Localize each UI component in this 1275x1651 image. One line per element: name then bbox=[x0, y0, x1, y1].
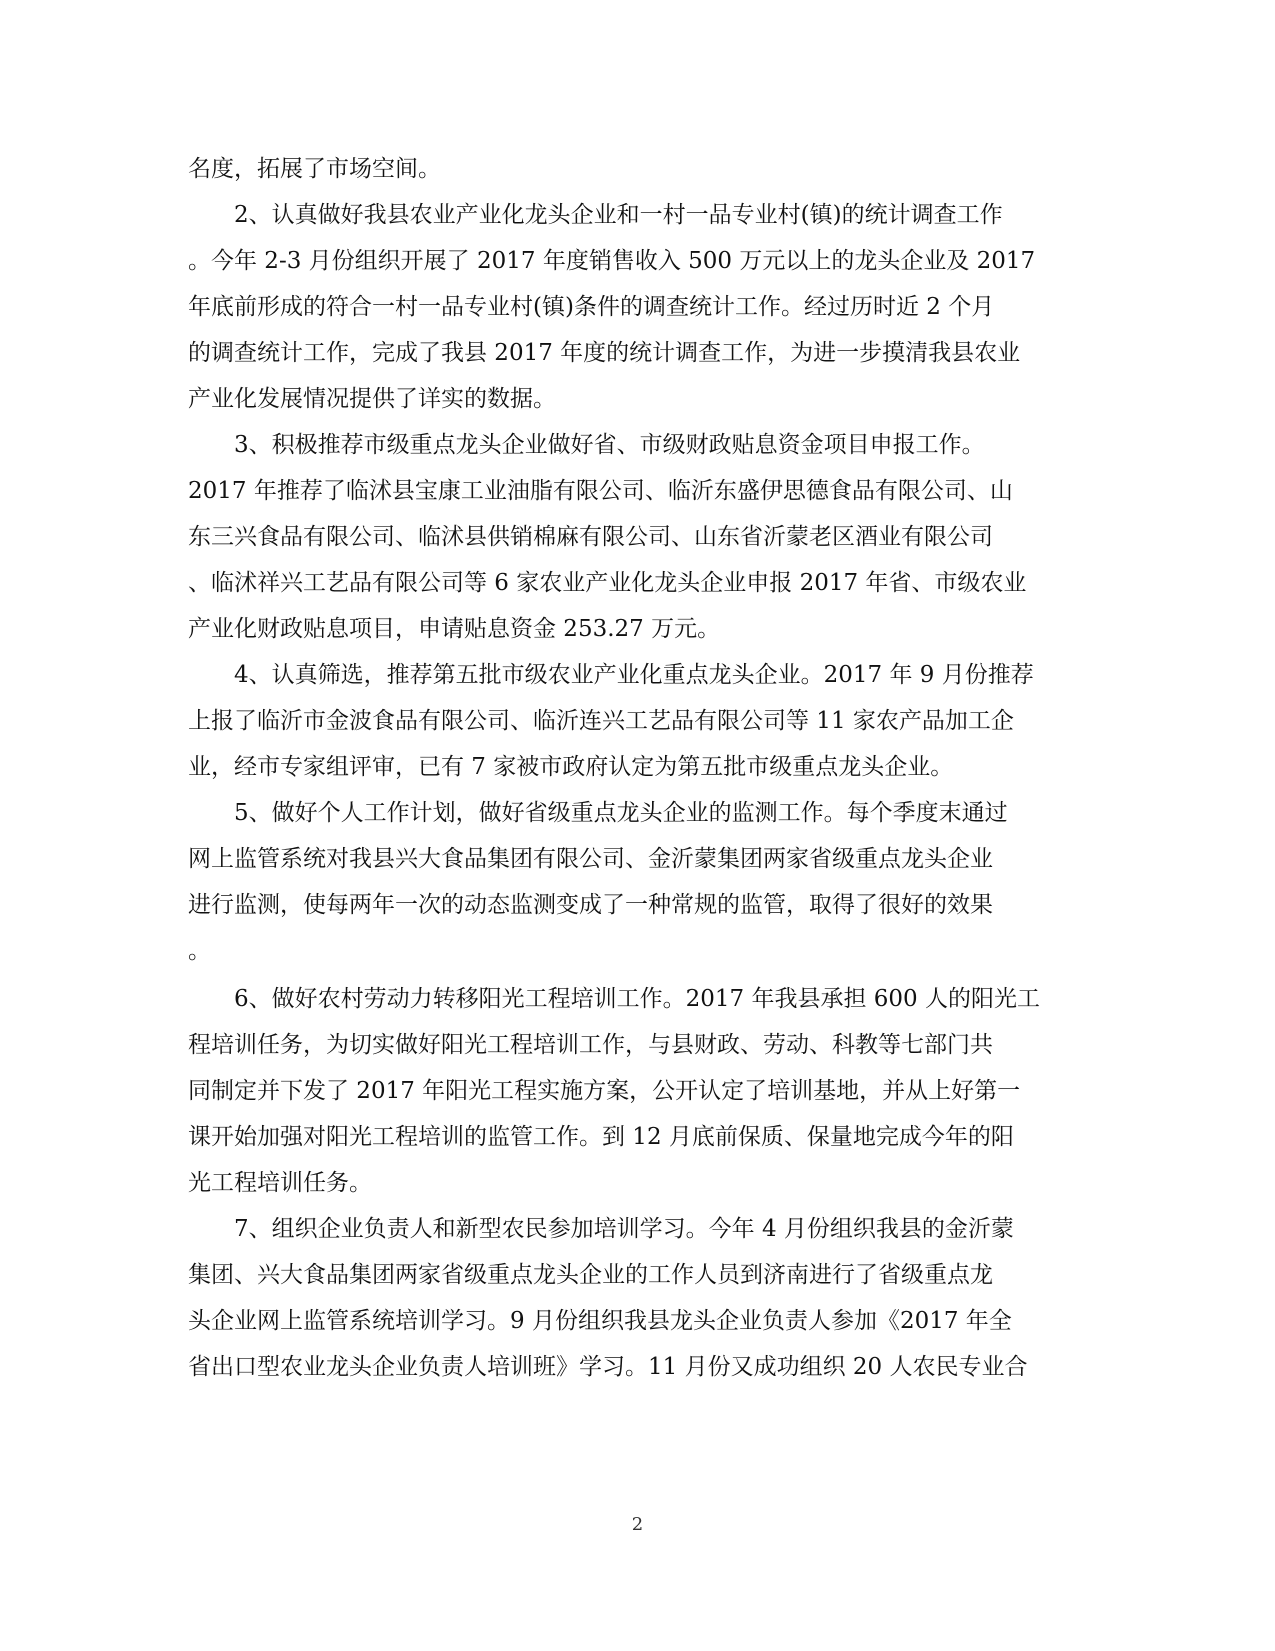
text-line: 、临沭祥兴工艺品有限公司等 6 家农业产业化龙头企业申报 2017 年省、市级农业 bbox=[188, 570, 1027, 596]
paragraph-6-start: 6、做好农村劳动力转移阳光工程培训工作。2017 年我县承担 600 人的阳光工 bbox=[234, 986, 1040, 1012]
text-line: 产业化财政贴息项目，申请贴息资金 253.27 万元。 bbox=[188, 616, 721, 642]
text-line: 年底前形成的符合一村一品专业村(镇)条件的调查统计工作。经过历时近 2 个月 bbox=[188, 294, 995, 320]
text-line: 。 bbox=[188, 938, 211, 964]
text-line: 省出口型农业龙头企业负责人培训班》学习。11 月份又成功组织 20 人农民专业合 bbox=[188, 1354, 1028, 1380]
text-line: 集团、兴大食品集团两家省级重点龙头企业的工作人员到济南进行了省级重点龙 bbox=[188, 1262, 993, 1288]
text-line: 光工程培训任务。 bbox=[188, 1170, 372, 1196]
text-line: 同制定并下发了 2017 年阳光工程实施方案，公开认定了培训基地，并从上好第一 bbox=[188, 1078, 1021, 1104]
paragraph-2-start: 2、认真做好我县农业产业化龙头企业和一村一品专业村(镇)的统计调查工作 bbox=[234, 202, 1003, 228]
text-line: 网上监管系统对我县兴大食品集团有限公司、金沂蒙集团两家省级重点龙头企业 bbox=[188, 846, 993, 872]
text-line: 上报了临沂市金波食品有限公司、临沂连兴工艺品有限公司等 11 家农产品加工企 bbox=[188, 708, 1014, 734]
paragraph-3-start: 3、积极推荐市级重点龙头企业做好省、市级财政贴息资金项目申报工作。 bbox=[234, 432, 985, 458]
text-line: 课开始加强对阳光工程培训的监管工作。到 12 月底前保质、保量地完成今年的阳 bbox=[188, 1124, 1014, 1150]
text-line: 进行监测，使每两年一次的动态监测变成了一种常规的监管，取得了很好的效果 bbox=[188, 892, 993, 918]
text-line: 的调查统计工作，完成了我县 2017 年度的统计调查工作，为进一步摸清我县农业 bbox=[188, 340, 1021, 366]
text-line: 头企业网上监管系统培训学习。9 月份组织我县龙头企业负责人参加《2017 年全 bbox=[188, 1308, 1012, 1334]
paragraph-4-start: 4、认真筛选，推荐第五批市级农业产业化重点龙头企业。2017 年 9 月份推荐 bbox=[234, 662, 1034, 688]
paragraph-7-start: 7、组织企业负责人和新型农民参加培训学习。今年 4 月份组织我县的金沂蒙 bbox=[234, 1216, 1014, 1242]
page-number: 2 bbox=[631, 1514, 644, 1535]
text-line: 产业化发展情况提供了详实的数据。 bbox=[188, 386, 556, 412]
text-line: 程培训任务，为切实做好阳光工程培训工作，与县财政、劳动、科教等七部门共 bbox=[188, 1032, 993, 1058]
paragraph-5-start: 5、做好个人工作计划，做好省级重点龙头企业的监测工作。每个季度末通过 bbox=[234, 800, 1008, 826]
text-line: 东三兴食品有限公司、临沭县供销棉麻有限公司、山东省沂蒙老区酒业有限公司 bbox=[188, 524, 993, 550]
text-line: 。今年 2-3 月份组织开展了 2017 年度销售收入 500 万元以上的龙头企业及 2017 bbox=[188, 248, 1036, 274]
text-line: 2017 年推荐了临沭县宝康工业油脂有限公司、临沂东盛伊思德食品有限公司、山 bbox=[188, 478, 1013, 504]
text-line: 名度，拓展了市场空间。 bbox=[188, 156, 441, 182]
text-line: 业，经市专家组评审，已有 7 家被市政府认定为第五批市级重点龙头企业。 bbox=[188, 754, 954, 780]
